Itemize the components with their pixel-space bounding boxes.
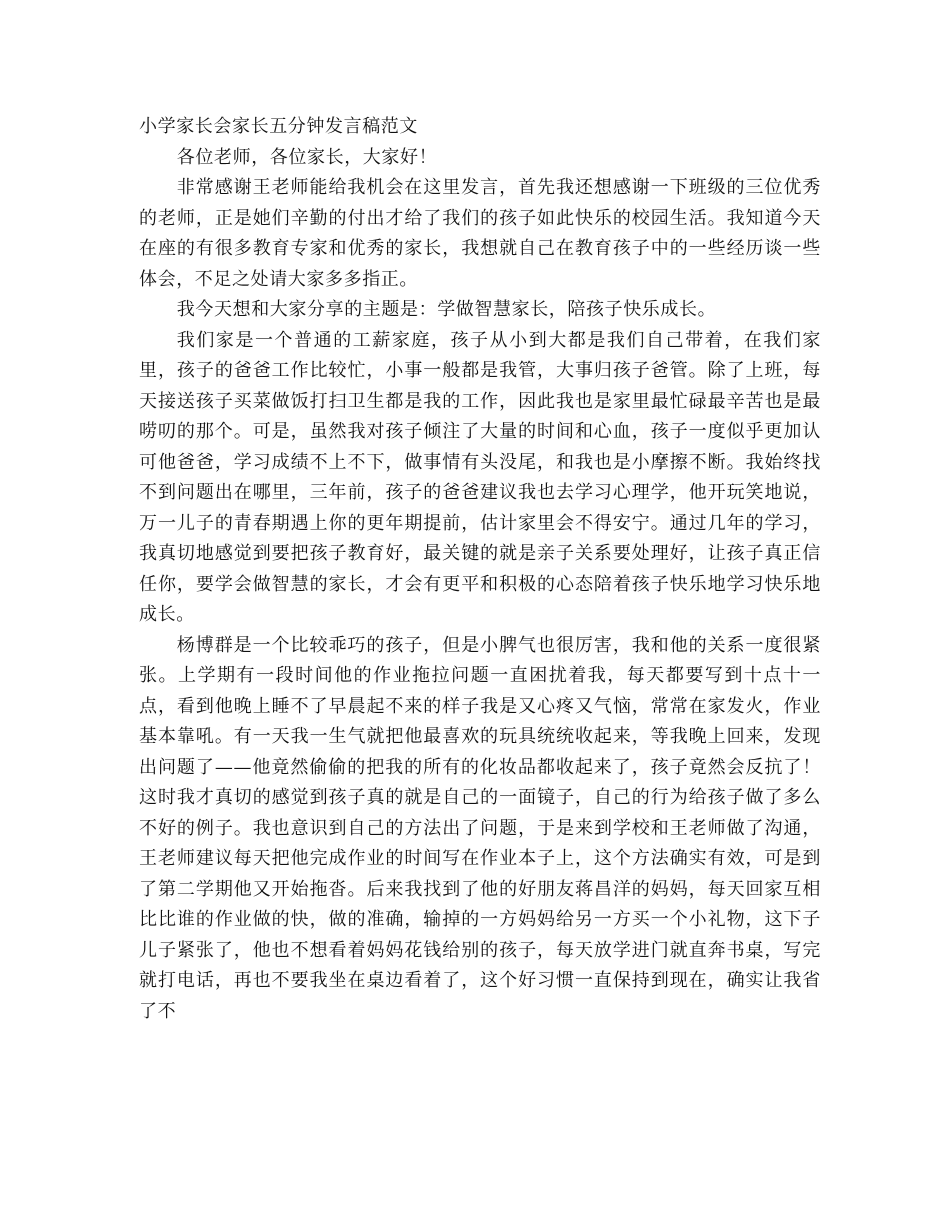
paragraph-greeting: 各位老师，各位家长，大家好！	[176, 146, 438, 168]
paragraph-story: 杨博群是一个比较乖巧的孩子，但是小脾气也很厉害，我和他的关系一度很紧张。上学期有一段时间他的作业拖拉问题一直困扰着我，每天都要写到十点十一点，看到他晚上睡不了早晨起不来的样子我是又心疼又气恼，常常在家发火，作业基本靠吼。有一天我一生气就把他最喜欢的玩具统统收起来，等我晚上回来，发现出问题了——他竟然偷偷的把我的所有的化妆品都收起来了，孩子竟然会反抗了！这时我才真切的感觉到孩子真的就是自己的一面镜子，自己的行为给孩子做了多么不好的例子。我也意识到自己的方法出了问题，于是来到学校和王老师做了沟通，王老师建议每天把他完成作业的时间写在作业本子上，这个方法确实有效，可是到了第二学期他又开始拖沓。后来我找到了他的好朋友蒋昌洋的妈妈，每天回家互相比比谁的作业做的快，做的准确，输掉的一方妈妈给另一方买一个小礼物，这下子儿子紧张了，他也不想看着妈妈花钱给别的孩子，每天放学进门就直奔书桌，写完就打电话，再也不要我坐在桌边看着了，这个好习惯一直保持到现在，确实让我省了不	[139, 634, 821, 1022]
document-title: 小学家长会家长五分钟发言稿范文	[139, 116, 418, 137]
paragraph-thanks: 非常感谢王老师能给我机会在这里发言，首先我还想感谢一下班级的三位优秀的老师，正是她们辛勤的付出才给了我们的孩子如此快乐的校园生活。我知道今天在座的有很多教育专家和优秀的家长，我想就自己在教育孩子中的一些经历谈一些体会，不足之处请大家多多指正。	[139, 177, 821, 290]
paragraph-theme: 我今天想和大家分享的主题是：学做智慧家长，陪孩子快乐成长。	[176, 299, 717, 320]
document-body	[139, 112, 821, 1027]
paragraph-family: 我们家是一个普通的工薪家庭，孩子从小到大都是我们自己带着，在我们家里，孩子的爸爸工作比较忙，小事一般都是我管，大事归孩子爸管。除了上班，每天接送孩子买菜做饭打扫卫生都是我的工作，因此我也是家里最忙碌最辛苦也是最唠叨的那个。可是，虽然我对孩子倾注了大量的时间和心血，孩子一度似乎更加认可他爸爸，学习成绩不上不下，做事情有头没尾，和我也是小摩擦不断。我始终找不到问题出在哪里，三年前，孩子的爸爸建议我也去学习心理学，他开玩笑地说，万一儿子的青春期遇上你的更年期提前，估计家里会不得安宁。通过几年的学习，我真切地感觉到要把孩子教育好，最关键的就是亲子关系要处理好，让孩子真正信任你，要学会做智慧的家长，才会有更平和积极的心态陪着孩子快乐地学习快乐地成长。	[139, 329, 821, 625]
